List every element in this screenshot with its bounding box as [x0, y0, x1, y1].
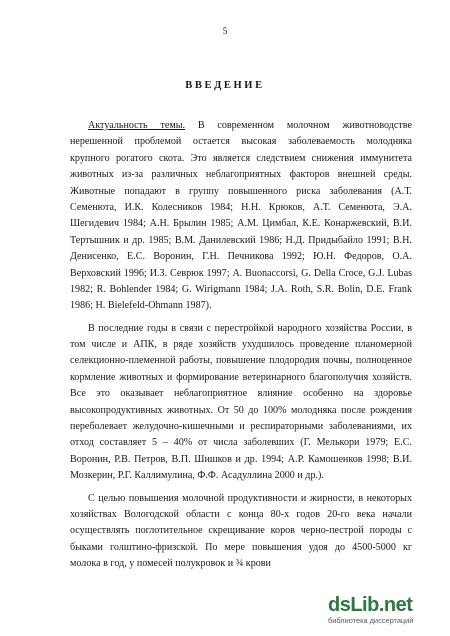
text-line: Животные попадают в группу повышенного риска заболевания (А.Т.: [70, 185, 412, 197]
text-line: молока в год, у помесей полукровок и ¾ крови: [70, 558, 271, 570]
topic-label: Актуальность темы.: [88, 120, 186, 131]
text-line: Актуальность темы. В современном молочном животноводстве: [88, 120, 412, 131]
text-line: хозяйствах Вологодской области с конца 80-х годов 20-го века начали: [70, 508, 412, 520]
text-line: Все это оказывает неблагоприятное влияние особенно на здоровье: [70, 388, 412, 400]
text-line: Воронин, Р.В. Петров, В.П. Шишков и др. 1994; А.Р. Камошенков 1998; В.И.: [70, 453, 412, 465]
text-line: селекционно-племенной работы, повышение плодородия почвы, полноценное: [70, 355, 412, 367]
text-line: В последние годы в связи с перестройкой народного хозяйства России, в: [88, 322, 412, 334]
paragraph-2: [70, 321, 412, 485]
body-text: [70, 118, 412, 573]
text-line: крупного рогатого скота. Это является следствием снижения иммунитета: [70, 152, 412, 164]
text-line: Верховский 1996; И.З. Севрюк 1997; A. Buonaccorsi, G. Della Croce, G.J. Lubas: [70, 267, 412, 279]
text-line: том числе и АПК, в ряде хозяйств ухудшилось проведение планомерной: [70, 339, 412, 351]
paragraph-1: [70, 118, 412, 315]
text-line: нерешенной проблемой остается высокая заболеваемость молодняка: [70, 136, 412, 148]
text-line: кормление животных и формирование ветеринарного благополучия хозяйств.: [70, 371, 412, 383]
site-watermark: [328, 594, 440, 628]
watermark-caption: библиотека диссертаций: [328, 616, 414, 625]
text-line: Тертышник и др. 1985; В.М. Данилевский 1986; Н.Д. Придыбайло 1991; В.Н.: [70, 234, 412, 246]
paragraph-3: [70, 491, 412, 573]
text-line: Денисенко, Е.С. Воронин, Г.Н. Печникова 1992; Ю.Н. Федоров, О.А.: [70, 251, 412, 263]
text-line: животных из-за различных неблагоприятных факторов внешней среды.: [70, 169, 412, 181]
page-number: 5: [222, 26, 228, 36]
text-line: высокопродуктивных животных. От 50 до 100% молодняка после рождения: [70, 404, 412, 416]
text-line: С целью повышения молочной продуктивности и жирности, в некоторых: [88, 492, 412, 504]
text-line: 1986; H. Bielefeld-Ohmann 1987).: [70, 300, 212, 312]
text-line: Шегидевич 1984; А.Н. Брылин 1985; А.М. Цимбал, К.Е. Конаржевский, В.И.: [70, 218, 412, 230]
text-line: 1982; R. Bohlender 1984; G. Wirigmann 1984; J.A. Roth, S.R. Bolin, D.E. Frank: [70, 283, 412, 295]
watermark-logo: dsLib.net: [328, 594, 413, 616]
text-line: Мозкерин, Р.Г. Каллимулина, Ф.Ф. Асадуллина 2000 и др.).: [70, 470, 324, 482]
text-line: переболевает желудочно-кишечными и респираторными заболеваниями, их: [70, 421, 412, 433]
text-line: отход составляет 5 – 40% от числа заболевших (Г. Мелькори 1979; Е.С.: [70, 437, 412, 449]
text-line: осуществлять поглотительное скрещивание коров черно-пестрой породы с: [70, 525, 412, 537]
text-line: Семенюта, И.К. Колесников 1984; Н.Н. Крюков, А.Т. Семенюта, Э.А.: [70, 201, 412, 213]
section-heading: ВВЕДЕНИЕ: [185, 80, 265, 91]
text-line: быками голштино-фризской. По мере повышения удоя до 4500-5000 кг: [70, 541, 412, 553]
